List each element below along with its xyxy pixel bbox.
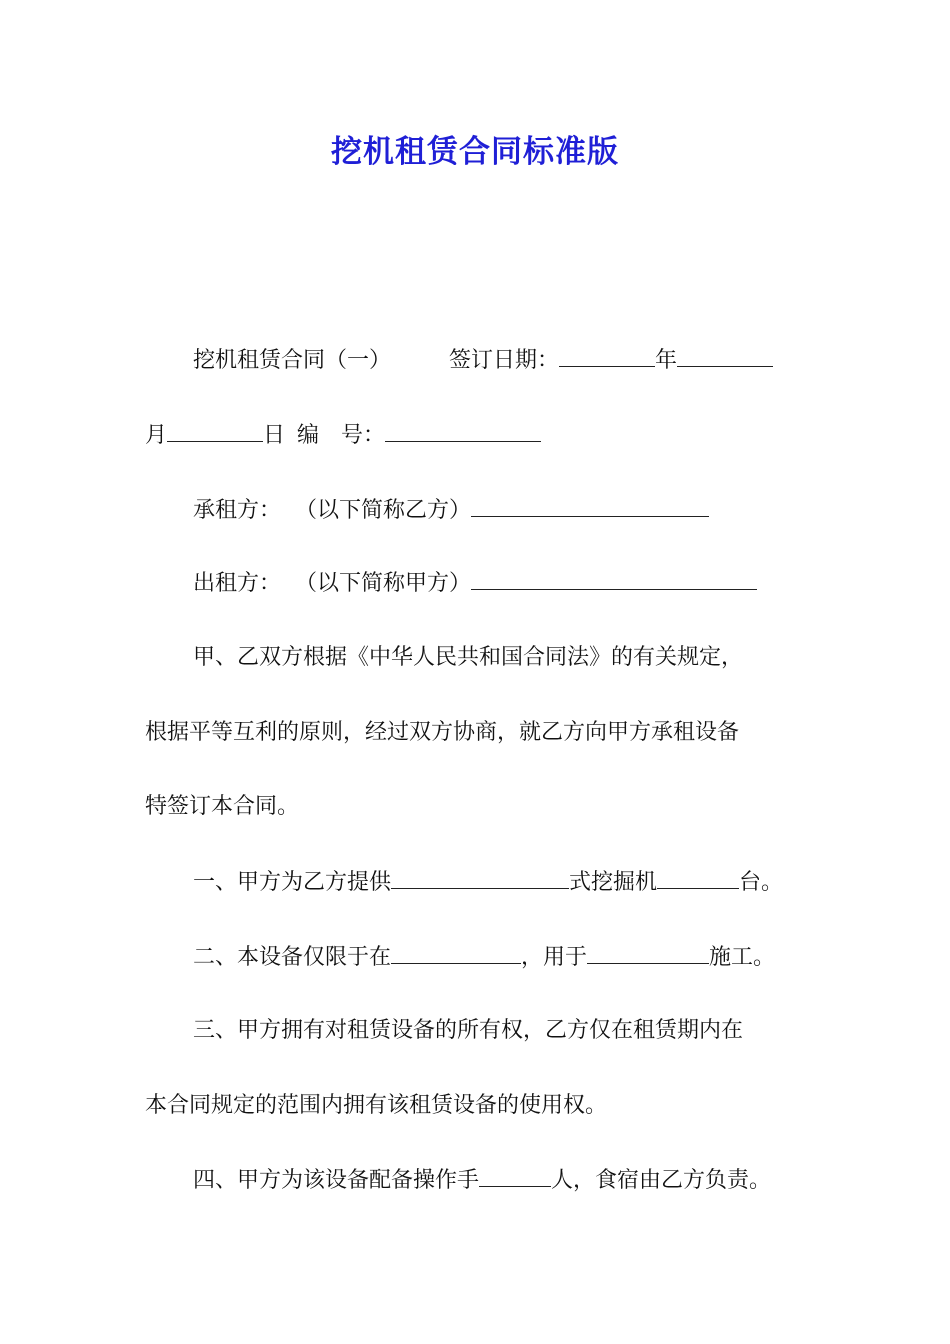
header-line [145, 340, 858, 381]
preamble-line-3: 特签订本合同。 [145, 794, 300, 819]
clause-1-part-1: 一、甲方为乙方提供 [193, 870, 392, 895]
preamble-line-1: 甲、乙双方根据《中华人民共和国合同法》的有关规定， [193, 645, 744, 670]
clause-2-part-3: 施工。 [709, 945, 776, 970]
purpose-blank [587, 937, 709, 964]
excavator-type-blank [391, 862, 569, 889]
contract-name: 挖机租赁合同（一） [193, 348, 392, 373]
clause-3-line-1: 三、甲方拥有对租赁设备的所有权，乙方仅在租赁期内在 [193, 1018, 744, 1043]
lessor-alias: （以下简称甲方） [295, 571, 472, 596]
lessor-label: 出租方： [193, 571, 282, 596]
lessor-blank [471, 563, 757, 590]
clause-2-part-2: ，用于 [521, 945, 588, 970]
document-title: 挖机租赁合同标准版 [331, 134, 619, 170]
clause-1-part-3: 台。 [739, 870, 784, 895]
lessee-alias: （以下简称乙方） [295, 498, 472, 523]
day-blank [167, 415, 263, 442]
clause-2-part-1: 二、本设备仅限于在 [193, 945, 392, 970]
lessee-blank [471, 490, 709, 517]
clause-3-line-2: 本合同规定的范围内拥有该租赁设备的使用权。 [145, 1093, 608, 1118]
clause-4-part-1: 四、甲方为该设备配备操作手 [193, 1168, 480, 1193]
lessee-line [145, 490, 858, 531]
clause-2 [145, 937, 858, 978]
month-blank [677, 340, 773, 367]
year-blank [559, 340, 655, 367]
preamble-line-2: 根据平等互利的原则，经过双方协商，就乙方向甲方承租设备 [145, 720, 740, 745]
clause-4 [145, 1160, 858, 1201]
clause-1 [145, 862, 858, 903]
lessee-label: 承租方： [193, 498, 282, 523]
excavator-count-blank [657, 862, 739, 889]
number-blank [385, 415, 541, 442]
number-label: 编 号： [297, 423, 386, 448]
year-label: 年 [655, 348, 678, 373]
location-blank [391, 937, 521, 964]
sign-date-label: 签订日期： [449, 348, 560, 373]
clause-1-part-2: 式挖掘机 [569, 870, 658, 895]
lessor-line [145, 563, 858, 604]
clause-4-part-2: 人，食宿由乙方负责。 [551, 1168, 772, 1193]
month-label: 月 [145, 423, 168, 448]
day-label: 日 [263, 423, 286, 448]
operator-count-blank [479, 1160, 551, 1187]
date-number-line [145, 415, 810, 456]
